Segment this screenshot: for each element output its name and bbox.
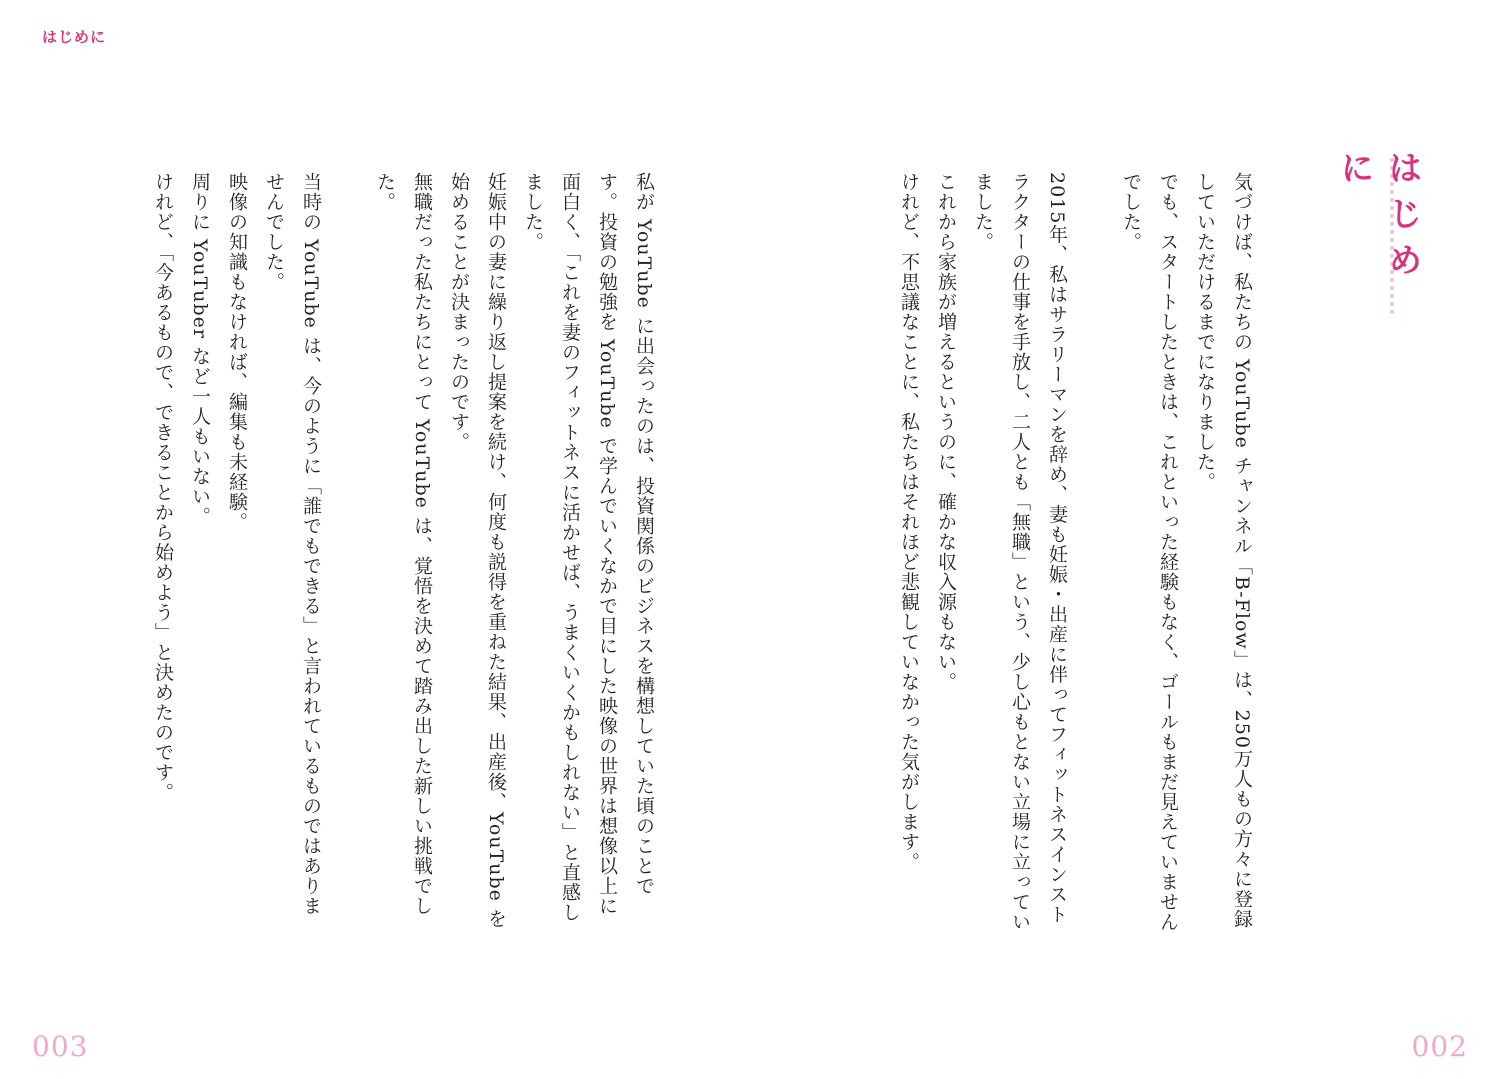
paragraph: でも、スタートしたときは、これといった経験もなく、ゴールもまだ見えていませんでした。 — [1120, 172, 1179, 932]
paragraph: 私が YouTube に出会ったのは、投資関係のビジネスを構想していた頃のことです。投資の勉強を YouTube で学んでいくなかで目にした映像の世界は想像以上に面白く、「これを妻のフィットネスに活かせば、うまくいくかもしれない」と直感しました。 — [522, 172, 655, 923]
paragraph: 妊娠中の妻に繰り返し提案を続け、何度も説得を重ねた結果、出産後、YouTube を始めることが決まったのです。 — [448, 172, 507, 929]
left-page-body — [102, 172, 662, 932]
paragraph-spacer — [1075, 172, 1112, 192]
page-number-right: 002 — [1411, 1030, 1468, 1063]
paragraph: 映像の知識もなければ、編集も未経験。 — [226, 172, 248, 532]
paragraph: けれど、「今あるもので、できることから始めよう」と決めたのです。 — [152, 172, 174, 803]
paragraph: 2015年、私はサラリーマンを辞め、妻も妊娠・出産に伴ってフィットネスインストラクターの仕事を手放し、二人とも「無職」という、少し心もとない立場に立っていました。 — [972, 172, 1068, 932]
paragraph: 当時の YouTube は、今のように「誰でもできる」と言われているものではありませんでした。 — [263, 172, 322, 916]
paragraph-spacer — [329, 172, 366, 192]
chapter-title-block — [1330, 150, 1422, 320]
paragraph: けれど、不思議なことに、私たちはそれほど悲観していなかった気がします。 — [898, 172, 920, 872]
chapter-title: はじめに — [1334, 150, 1422, 288]
paragraph: 気づけば、私たちの YouTube チャンネル「B-Flow」は、250万人もの方々に登録していただけるまでになりました。 — [1194, 172, 1253, 929]
right-page-body — [840, 172, 1260, 932]
running-head: はじめに — [42, 28, 107, 46]
paragraph: これから家族が増えるというのに、確かな収入源もない。 — [935, 172, 957, 692]
paragraph: 無職だった私たちにとって YouTube は、覚悟を決めて踏み出した新しい挑戦でした。 — [374, 172, 433, 916]
page-number-left: 003 — [32, 1030, 89, 1063]
paragraph: 周りに YouTuber など一人もいない。 — [189, 172, 211, 527]
